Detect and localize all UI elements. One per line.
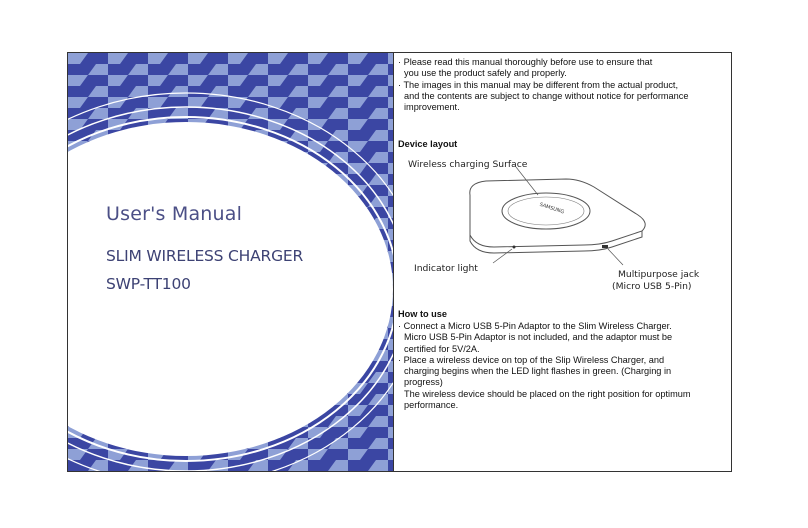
list-item: · Place a wireless device on top of the Slip Wireless Charger, and charging begins when the LED light flashes in green. (Charging in progress) The wireless device should be placed on the right position for optimum performance. (398, 354, 691, 411)
svg-text:SAMSUNG: SAMSUNG (538, 201, 565, 216)
label-jack-type: (Micro USB 5-Pin) (612, 281, 692, 292)
device-layout-heading: Device layout (398, 139, 458, 149)
manual-title: User's Manual (106, 203, 243, 225)
label-multipurpose-jack: Multipurpose jack (618, 269, 700, 280)
model-number: SWP-TT100 (106, 275, 191, 293)
label-charging-surface: Wireless charging Surface (408, 159, 528, 170)
how-to-use-heading: How to use (398, 309, 448, 319)
label-indicator-light: Indicator light (414, 263, 478, 274)
how-to-use-list (398, 321, 728, 411)
intro-bullet: · The images in this manual may be different from the actual product, and the contents are subject to change without notice for performance improvement. (398, 79, 689, 113)
cover-panel (68, 53, 394, 471)
intro-notes (398, 57, 726, 113)
device-diagram (398, 153, 728, 292)
product-name: SLIM WIRELESS CHARGER (106, 247, 304, 265)
list-item: · Connect a Micro USB 5-Pin Adaptor to the Slim Wireless Charger. Micro USB 5-Pin Adaptor is not included, and the adaptor must be certified for 5V/2A. (398, 321, 673, 354)
intro-bullet: · Please read this manual thoroughly before use to ensure that you use the product safely and properly. (398, 57, 653, 79)
cover-titles (106, 203, 303, 293)
manual-sheet (67, 52, 732, 472)
